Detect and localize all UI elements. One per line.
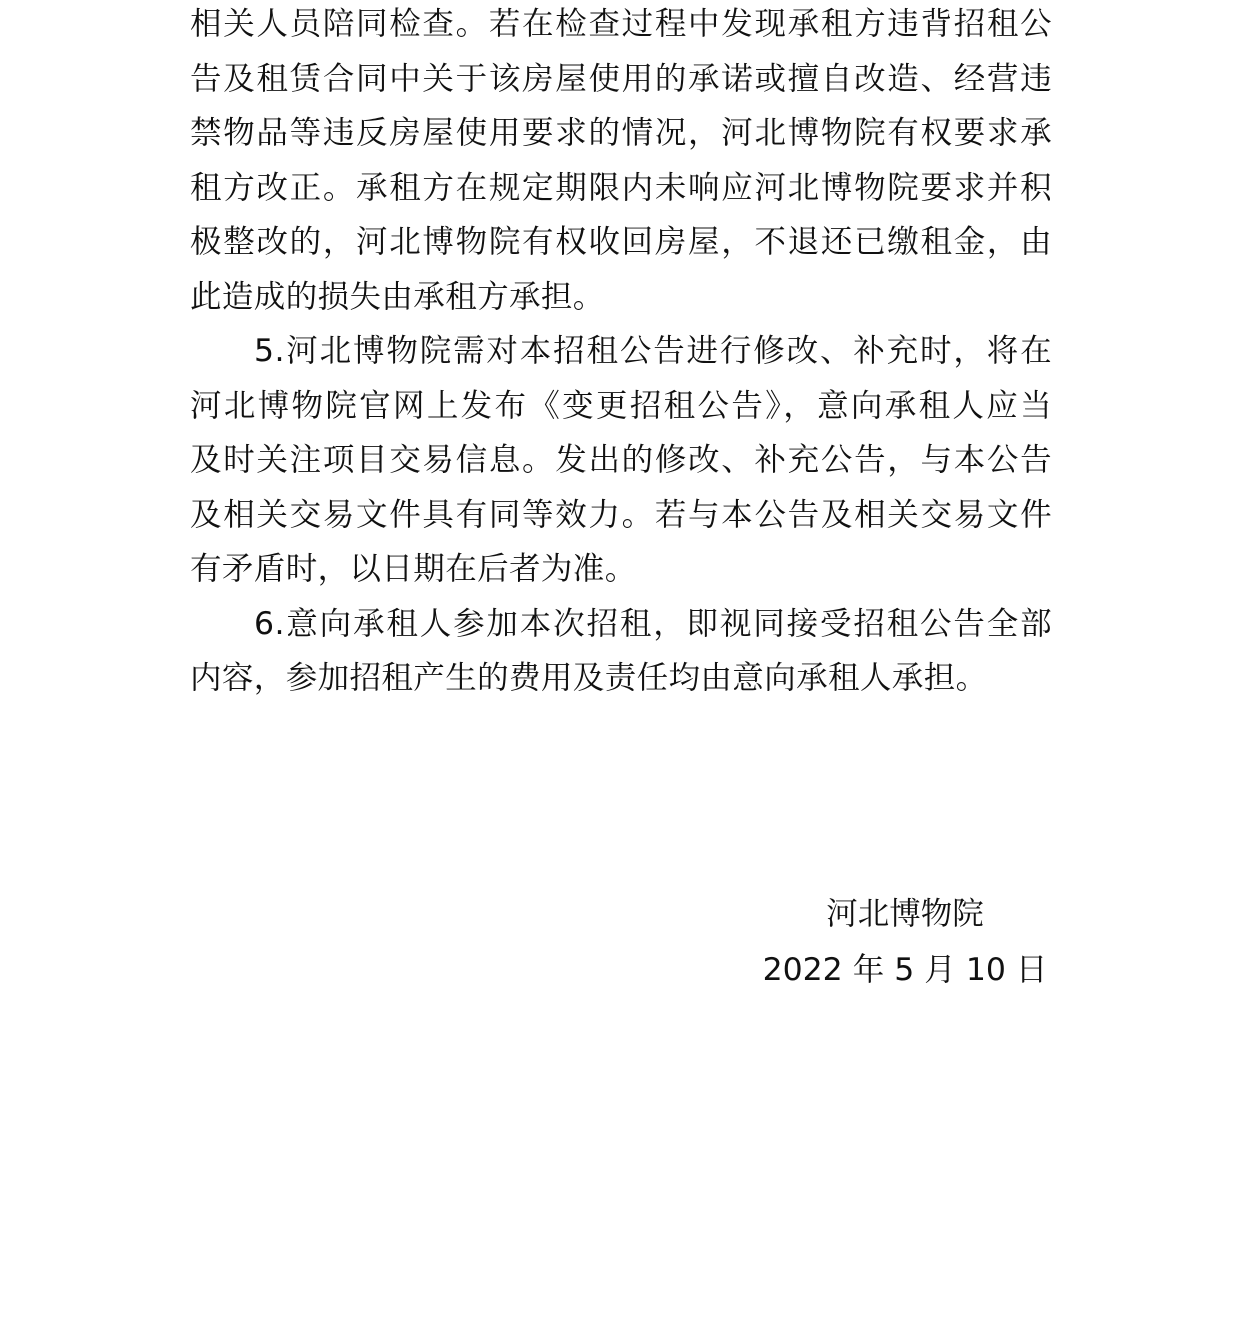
paragraph-item-6 (190, 597, 1052, 706)
signature-date: 2022 年 5 月 10 日 (762, 952, 1048, 988)
text-line: 内容，参加招租产生的费用及责任均由意向承租人承担。 (190, 660, 988, 696)
paragraph-continued (190, 0, 1052, 324)
text-line: 及相关交易文件具有同等效力。若与本公告及相关交易文件 (190, 496, 1052, 533)
text-line: 相关人员陪同检查。若在检查过程中发现承租方违背招租公 (190, 6, 1052, 42)
text-line: 禁物品等违反房屋使用要求的情况，河北博物院有权要求承 (190, 115, 1052, 151)
text-line: 此造成的损失由承租方承担。 (190, 278, 605, 315)
text-line: 极整改的，河北博物院有权收回房屋，不退还已缴租金，由 (190, 224, 1052, 260)
text-line: 有矛盾时，以日期在后者为准。 (190, 551, 637, 587)
text-line: 6.意向承租人参加本次招租，即视同接受招租公告全部 (254, 605, 1052, 642)
signature-organization: 河北博物院 (826, 896, 984, 932)
text-line: 5.河北博物院需对本招租公告进行修改、补充时，将在 (254, 333, 1052, 369)
text-line: 租方改正。承租方在规定期限内未响应河北博物院要求并积 (190, 169, 1052, 206)
text-line: 及时关注项目交易信息。发出的修改、补充公告，与本公告 (190, 442, 1052, 478)
paragraph-item-5 (190, 324, 1052, 597)
signature-block (760, 886, 1050, 998)
text-line: 告及租赁合同中关于该房屋使用的承诺或擅自改造、经营违 (190, 60, 1052, 97)
document-body (190, 0, 1052, 706)
text-line: 河北博物院官网上发布《变更招租公告》，意向承租人应当 (190, 387, 1052, 424)
